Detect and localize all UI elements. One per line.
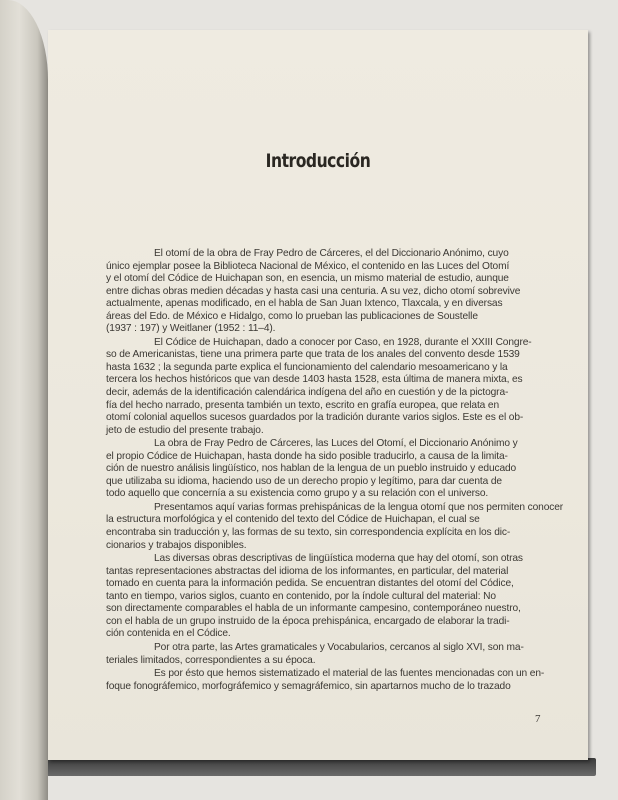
text-line: foque fonográfemico, morfográfemico y semagráfemico, sin apartarnos mucho de lo trazado <box>106 680 511 692</box>
text-line: tercera los hechos históricos que van desde 1403 hasta 1528, esta última de manera mixta, es <box>106 374 523 386</box>
paragraph <box>106 248 586 336</box>
page-number: 7 <box>535 713 541 725</box>
text-line: ción de nuestro análisis lingüístico, nos hablan de la lengua de un pueblo instruido y educado <box>106 463 517 475</box>
paragraph <box>106 502 586 552</box>
text-line: jeto de estudio del presente trabajo. <box>106 424 264 436</box>
text-line: único ejemplar posee la Biblioteca Nacional de México, el contenido en las Luces del Otomí <box>106 260 510 272</box>
paragraph <box>106 337 586 437</box>
text-line: El Códice de Huichapan, dado a conocer por Caso, en 1928, durante el XXIII Congre- <box>154 336 532 348</box>
text-line: so de Americanistas, tiene una primera parte que trata de los anales del convento desde 1539 <box>106 349 520 361</box>
text-line: la estructura morfológica y el contenido del texto del Códice de Huichapan, el cual se <box>106 514 480 526</box>
text-line: El otomí de la obra de Fray Pedro de Cárceres, el del Diccionario Anónimo, cuyo <box>154 248 509 259</box>
text-line: teriales limitados, correspondientes a su época. <box>106 654 316 666</box>
text-line: Las diversas obras descriptivas de lingüística moderna que hay del otomí, son otras <box>154 553 523 565</box>
text-line: áreas del Edo. de México e Hidalgo, como lo prueban las publicaciones de Soustelle <box>106 310 478 322</box>
text-line: y el otomí del Códice de Huichapan son, en esencia, un mismo material de estudio, aunque <box>106 273 509 285</box>
text-line: decir, además de la identificación calendárica indígena del año en cuestión y de la pictogra- <box>106 387 509 399</box>
page-title: Introducción <box>265 150 371 172</box>
text-line: hasta 1632 ; la segunda parte explica el funcionamiento del calendario mesoamericano y la <box>106 361 508 373</box>
text-line: encontraba sin traducción y, las formas de su texto, sin correspondencia explícita en los dic- <box>106 527 511 539</box>
text-line: el propio Códice de Huichapan, hasta donde ha sido posible traducirlo, a causa de la limita- <box>106 450 508 462</box>
book-page <box>48 30 588 760</box>
text-line: tantas representaciones abstractas del idioma de los informantes, en particular, del material <box>106 565 509 577</box>
text-line: todo aquello que concernía a su existencia como grupo y a su relación con el universo. <box>106 488 489 500</box>
text-line: cionarios y trabajos disponibles. <box>106 539 247 551</box>
text-line: Es por ésto que hemos sistematizado el material de las fuentes mencionadas con un en- <box>154 668 545 680</box>
paragraph <box>106 642 586 667</box>
paragraph <box>106 668 586 693</box>
text-line: con el habla de un grupo instruido de la época prehispánica, encargado de elaborar la tradi- <box>106 615 510 627</box>
paragraph <box>106 438 586 501</box>
text-line: ción contenida en el Códice. <box>106 628 231 640</box>
text-line: son directamente comparables el habla de un informante campesino, contemporáneo nuestro, <box>106 603 521 615</box>
text-line: entre dichas obras medien décadas y hasta casi una centuria. A su vez, dicho otomí sobrevive <box>106 285 521 297</box>
text-line: (1937 : 197) y Weitlaner (1952 : 11–4). <box>106 323 276 335</box>
text-line: Por otra parte, las Artes gramaticales y Vocabularios, cercanos al siglo XVI, son ma- <box>154 641 524 653</box>
book-spine <box>0 0 48 800</box>
paragraph <box>106 553 586 641</box>
body-text <box>106 248 586 694</box>
book-shadow <box>36 758 596 776</box>
text-line: otomí colonial aquellos sucesos guardados por la tradición durante varios siglos. Este es el ob- <box>106 412 524 424</box>
text-line: Presentamos aquí varias formas prehispánicas de la lengua otomí que nos permiten conocer <box>154 501 564 513</box>
text-line: tanto en tiempo, varios siglos, cuanto en contenido, por la índole cultural del material: No <box>106 590 496 602</box>
text-line: fía del hecho narrado, presenta también un texto, escrito en grafía europea, que relata en <box>106 399 500 411</box>
text-line: actualmente, apenas modificado, en el habla de San Juan Ixtenco, Tlaxcala, y en diversas <box>106 298 503 310</box>
text-line: La obra de Fray Pedro de Cárceres, las Luces del Otomí, el Diccionario Anónimo y <box>154 438 518 450</box>
text-line: que utilizaba su idioma, haciendo uso de un derecho propio y legítimo, para dar cuenta de <box>106 475 502 487</box>
text-line: tomado en cuenta para la información pedida. Se encuentran distantes del otomí del Códice, <box>106 578 514 590</box>
